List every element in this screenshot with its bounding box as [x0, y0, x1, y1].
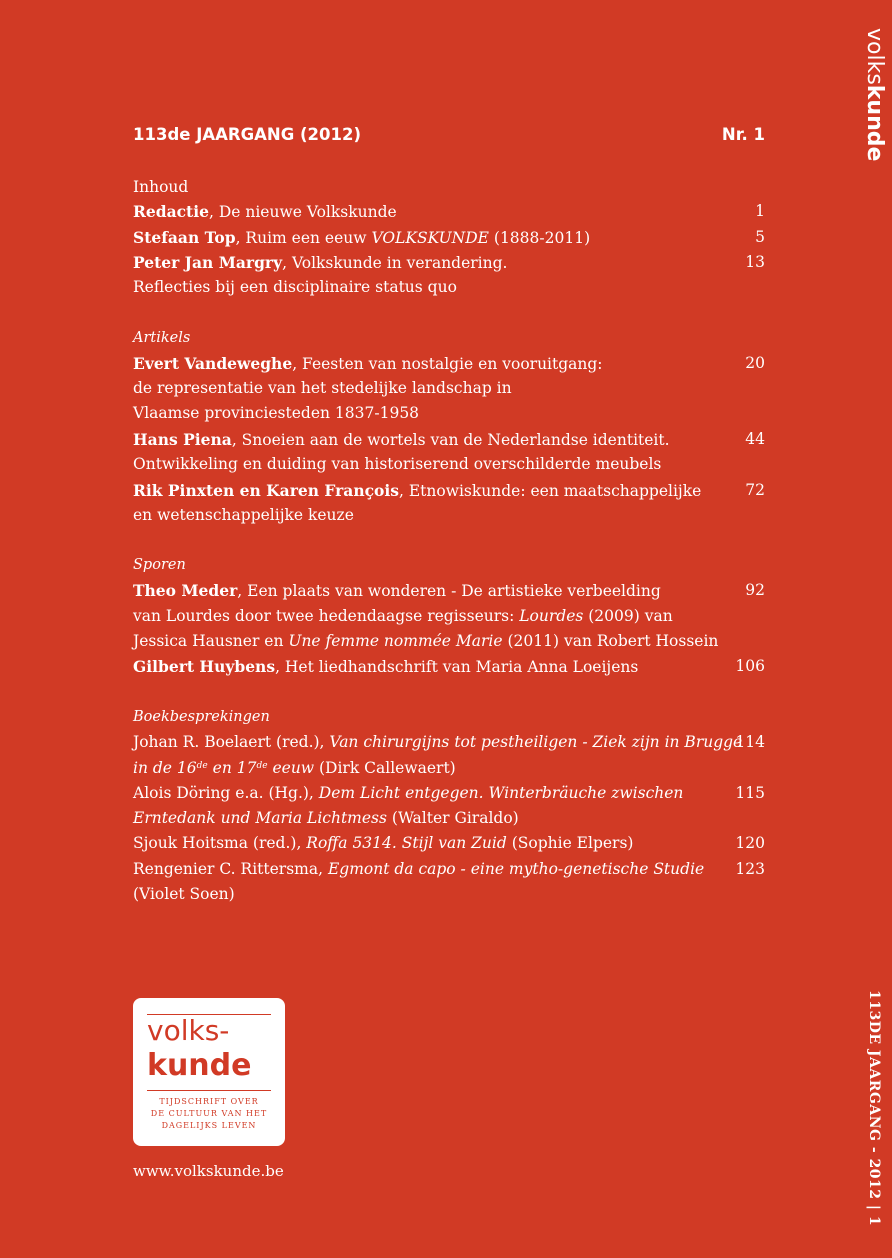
section-heading-reviews: Boekbesprekingen	[133, 709, 270, 725]
toc-title-italic: Lourdes	[519, 607, 584, 625]
issue-header	[133, 125, 765, 149]
logo-rule	[147, 1090, 271, 1091]
toc-page: 92	[745, 581, 765, 599]
volume-label: 113de JAARGANG (2012)	[133, 125, 361, 144]
toc-page: 44	[745, 430, 765, 448]
toc-title-continued	[133, 604, 673, 629]
toc-title-italic: Van chirurgijns tot pestheiligen - Ziek zijn in Brugge	[329, 733, 743, 751]
spine-title-light: volks	[862, 28, 887, 85]
toc-author: Johan R. Boelaert (red.),	[133, 733, 330, 751]
toc-title-italic: Erntedank und Maria Lichtmess	[133, 809, 387, 827]
toc-author: Redactie	[133, 202, 209, 221]
toc-title-italic: eeuw	[267, 759, 315, 777]
toc-author: Evert Vandeweghe	[133, 354, 293, 373]
toc-page: 106	[735, 657, 765, 675]
logo-word-kunde: kunde	[147, 1048, 252, 1083]
toc-title-italic: Roffa 5314. Stijl van Zuid	[306, 834, 507, 852]
toc-title: , Het liedhandschrift van Maria Anna Loeijens	[275, 658, 639, 676]
toc-page: 20	[745, 354, 765, 372]
toc-page: 5	[755, 228, 765, 246]
toc-page: 13	[745, 253, 765, 271]
issue-number: Nr. 1	[721, 125, 765, 144]
toc-title-continued	[133, 756, 456, 781]
toc-title-italic: in de 16	[133, 759, 197, 777]
toc-author: Alois Döring e.a. (Hg.),	[133, 784, 319, 802]
toc-page: 72	[745, 481, 765, 499]
toc-title-continued	[133, 806, 519, 831]
toc-reviewer: (Sophie Elpers)	[506, 834, 634, 852]
toc-title-continued: Vlaamse provinciesteden 1837-1958	[133, 404, 420, 422]
toc-title: , Volkskunde in verandering.	[282, 254, 508, 272]
toc-title-continued: en wetenschappelijke keuze	[133, 506, 354, 524]
toc-entry[interactable]	[133, 654, 638, 679]
toc-entry[interactable]	[133, 831, 633, 856]
toc-author: Rengenier C. Rittersma,	[133, 860, 328, 878]
superscript: de	[196, 761, 208, 771]
toc-entry[interactable]	[133, 857, 704, 882]
toc-reviewer: (Dirk Callewaert)	[314, 759, 456, 777]
logo-tagline-line: DAGELIJKS LEVEN	[161, 1121, 257, 1130]
toc-entry[interactable]	[133, 427, 670, 452]
toc-title-italic: Dem Licht entgegen. Winterbräuche zwischen	[318, 784, 684, 802]
toc-entry[interactable]	[133, 225, 590, 250]
logo-tagline-line: TIJDSCHRIFT OVER	[159, 1097, 259, 1106]
spine-title	[860, 28, 890, 178]
toc-page: 1	[755, 202, 765, 220]
toc-reviewer: (Walter Giraldo)	[386, 809, 519, 827]
toc-entry[interactable]	[133, 199, 397, 224]
toc-author: Stefaan Top	[133, 228, 236, 247]
toc-title: Jessica Hausner en	[133, 632, 289, 650]
toc-title-continued	[133, 629, 718, 654]
journal-logo	[133, 998, 285, 1146]
logo-tagline	[133, 1096, 285, 1132]
toc-title-continued: Ontwikkeling en duiding van historiserend overschilderde meubels	[133, 455, 662, 473]
toc-title: , Snoeien aan de wortels van de Nederlandse identiteit.	[231, 431, 670, 449]
toc-author: Peter Jan Margry	[133, 253, 283, 272]
toc-title-italic: Une femme nommée Marie	[288, 632, 503, 650]
spine-volume	[864, 990, 890, 1240]
toc-entry[interactable]	[133, 351, 603, 376]
toc-entry[interactable]	[133, 478, 701, 503]
toc-author: Theo Meder	[133, 581, 238, 600]
toc-author: Hans Piena	[133, 430, 232, 449]
toc-title: van Lourdes door twee hedendaagse regisseurs:	[133, 607, 520, 625]
toc-entry[interactable]	[133, 578, 661, 603]
toc-title-continued: Reflecties bij een disciplinaire status quo	[133, 278, 457, 296]
toc-entry[interactable]	[133, 250, 507, 275]
toc-title: (2011) van Robert Hossein	[502, 632, 719, 650]
toc-page: 115	[735, 784, 765, 802]
spine-title-bold: kunde	[862, 84, 887, 162]
logo-word-volks: volks-	[147, 1014, 230, 1047]
toc-page: 114	[735, 733, 765, 751]
toc-title-continued: de representatie van het stedelijke landschap in	[133, 379, 512, 397]
toc-reviewer: (Violet Soen)	[133, 885, 235, 903]
toc-title-italic: Egmont da capo - eine mytho-genetische Studie	[327, 860, 705, 878]
section-heading-contents: Inhoud	[133, 178, 189, 196]
logo-tagline-line: DE CULTUUR VAN HET	[150, 1109, 268, 1118]
spine-volume-text: 113DE JAARGANG - 2012 | 1	[866, 990, 882, 1227]
toc-title-italic: en 17	[207, 759, 257, 777]
toc-entry[interactable]	[133, 730, 742, 755]
toc-title: , Feesten van nostalgie en vooruitgang:	[292, 355, 603, 373]
toc-page: 123	[735, 860, 765, 878]
toc-title: (1888-2011)	[488, 229, 591, 247]
toc-page: 120	[735, 834, 765, 852]
toc-entry[interactable]	[133, 781, 683, 806]
section-heading-traces: Sporen	[133, 557, 186, 573]
toc-title: (2009) van	[583, 607, 673, 625]
toc-author: Rik Pinxten en Karen François	[133, 481, 399, 500]
toc-title: , Ruim een eeuw	[235, 229, 372, 247]
toc-author: Sjouk Hoitsma (red.),	[133, 834, 307, 852]
toc-title-italic: VOLKSKUNDE	[371, 229, 489, 247]
toc-title: , De nieuwe Volkskunde	[208, 203, 397, 221]
section-heading-articles: Artikels	[133, 330, 191, 346]
superscript: de	[256, 761, 268, 771]
toc-title: , Etnowiskunde: een maatschappelijke	[398, 482, 702, 500]
toc-title: , Een plaats van wonderen - De artistieke verbeelding	[237, 582, 661, 600]
toc-author: Gilbert Huybens	[133, 657, 276, 676]
website-link[interactable]: www.volkskunde.be	[133, 1162, 284, 1180]
